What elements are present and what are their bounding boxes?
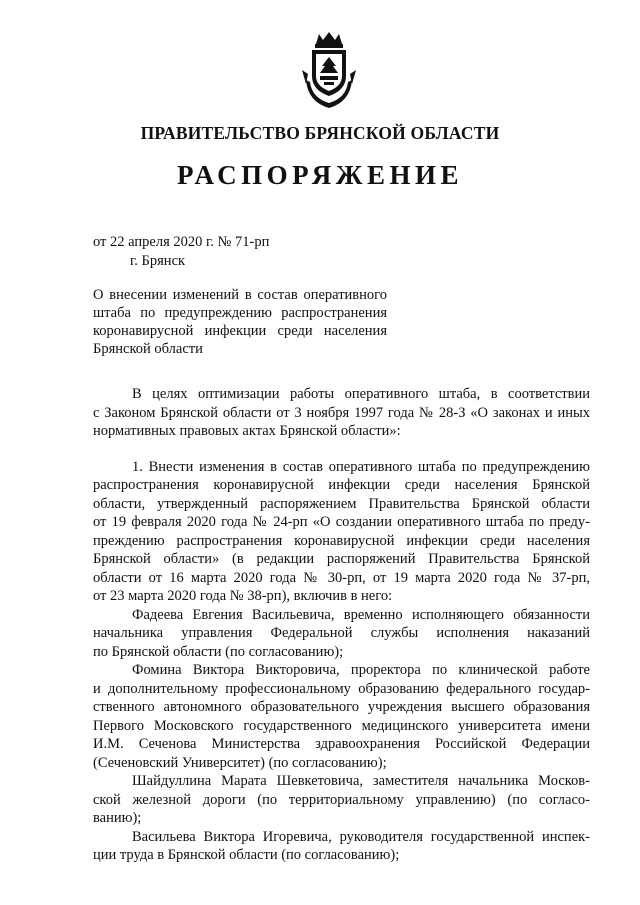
text-line: преждению распространения коронавирусной инфекции среди населения bbox=[93, 532, 590, 549]
person-paragraph bbox=[93, 772, 590, 828]
date-number: от 22 апреля 2020 г. № 71-рп bbox=[93, 234, 270, 250]
subject-line: штаба по предупреждению распространения bbox=[93, 305, 387, 321]
person-paragraph bbox=[93, 661, 590, 772]
text-line: И.М. Сеченова Министерства здравоохранения Российской Федерации bbox=[93, 736, 590, 752]
subject-line: О внесении изменений в состав оперативного bbox=[93, 287, 387, 303]
text-line: по Брянской области (по согласованию); bbox=[93, 643, 344, 660]
text-line: Брянской области» (в редакции распоряжений Правительства Брянской bbox=[93, 551, 590, 567]
text-line: нормативных правовых актах Брянской области»: bbox=[93, 423, 401, 439]
document-body bbox=[93, 385, 590, 865]
document-subject bbox=[93, 286, 387, 358]
organization-title: ПРАВИТЕЛЬСТВО БРЯНСКОЙ ОБЛАСТИ bbox=[140, 123, 500, 143]
text-line: ванию); bbox=[93, 810, 142, 826]
document-type-title: РАСПОРЯЖЕНИЕ bbox=[176, 160, 464, 190]
text-line: Фадеева Евгения Васильевича, временно исполняющего обязанности bbox=[132, 606, 590, 623]
coat-of-arms-emblem bbox=[298, 30, 360, 112]
subject-line: Брянской области bbox=[93, 341, 203, 357]
text-line: Первого Московского государственного медицинского университета имени bbox=[93, 717, 590, 734]
item-1-paragraph bbox=[93, 458, 590, 606]
text-line: и дополнительному профессиональному образованию федерального государ- bbox=[93, 680, 590, 697]
text-line: ственного автономного образовательного учреждения высшего образования bbox=[93, 699, 590, 715]
subject-line: коронавирусной инфекции среди населения bbox=[93, 323, 387, 339]
text-line: Шайдуллина Марата Шевкетовича, заместителя начальника Москов- bbox=[132, 773, 590, 789]
text-line: (Сеченовский Университет) (по согласованию); bbox=[93, 754, 387, 771]
text-line: распространения коронавирусной инфекции среди населения Брянской bbox=[93, 477, 590, 493]
text-line: Васильева Виктора Игоревича, руководителя государственной инспек- bbox=[132, 828, 590, 845]
text-line: Фомина Виктора Викторовича, проректора по клинической работе bbox=[132, 662, 590, 678]
text-line: области от 16 марта 2020 года № 30-рп, от 19 марта 2020 года № 37-рп, bbox=[93, 569, 590, 586]
text-line: от 19 февраля 2020 года № 24-рп «О создании оперативного штаба по преду- bbox=[93, 514, 590, 530]
city-label: г. Брянск bbox=[130, 253, 186, 269]
person-paragraph bbox=[93, 828, 590, 865]
text-line: ции труда в Брянской области (по согласованию); bbox=[93, 847, 400, 863]
text-line: от 23 марта 2020 года № 38-рп), включив в него: bbox=[93, 588, 393, 604]
text-line: области, утвержденный распоряжением Правительства Брянской области bbox=[93, 495, 590, 512]
text-line: с Законом Брянской области от 3 ноября 1997 года № 28-З «О законах и иных bbox=[93, 404, 590, 421]
text-line: начальника управления Федеральной службы исполнения наказаний bbox=[93, 625, 590, 641]
person-paragraph bbox=[93, 606, 590, 662]
text-line: ской железной дороги (по территориальному управлению) (по согласо- bbox=[93, 791, 590, 808]
preamble-paragraph bbox=[93, 385, 590, 441]
text-line: 1. Внести изменения в состав оперативного штаба по предупреждению bbox=[132, 458, 590, 475]
text-line: В целях оптимизации работы оперативного штаба, в соответствии bbox=[132, 386, 590, 402]
